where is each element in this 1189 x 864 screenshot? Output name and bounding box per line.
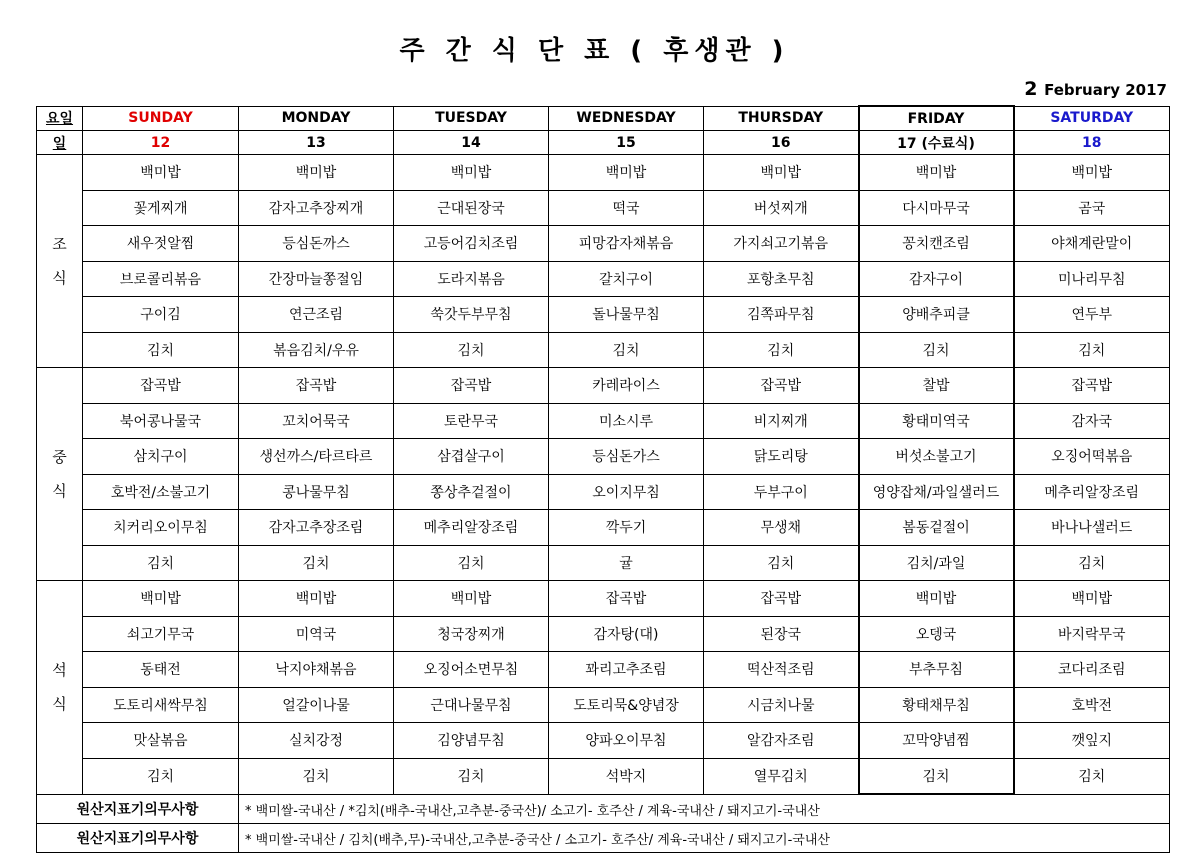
menu-item: 포항초무침 [704, 261, 859, 297]
menu-item: 깻잎지 [1014, 723, 1170, 759]
menu-item: 야채계란말이 [1014, 226, 1170, 262]
menu-item: 메추리알장조림 [394, 510, 549, 546]
menu-row [37, 403, 1170, 439]
date-monday: 13 [239, 131, 394, 155]
menu-item: 잡곡밥 [704, 368, 859, 404]
menu-row [37, 332, 1170, 368]
menu-item: 연두부 [1014, 297, 1170, 333]
menu-item: 열무김치 [704, 758, 859, 794]
menu-item: 떡국 [549, 190, 704, 226]
menu-item: 황태미역국 [859, 403, 1014, 439]
date-saturday: 18 [1014, 131, 1170, 155]
menu-item: 김치 [859, 332, 1014, 368]
menu-item: 김치 [83, 545, 239, 581]
menu-item: 김치 [394, 332, 549, 368]
menu-row [37, 616, 1170, 652]
menu-item: 꼬치어묵국 [239, 403, 394, 439]
menu-item: 부추무침 [859, 652, 1014, 688]
menu-item: 김치 [1014, 332, 1170, 368]
menu-item: 김쪽파무침 [704, 297, 859, 333]
date-month-year: February 2017 [1044, 81, 1167, 99]
menu-item: 김치 [1014, 545, 1170, 581]
day-name-wednesday: WEDNESDAY [549, 106, 704, 131]
menu-item: 갈치구이 [549, 261, 704, 297]
menu-item: 간장마늘쫑절임 [239, 261, 394, 297]
menu-item: 찰밥 [859, 368, 1014, 404]
menu-item: 백미밥 [549, 155, 704, 191]
menu-item: 삼겹살구이 [394, 439, 549, 475]
menu-item: 무생채 [704, 510, 859, 546]
meal-label-part: 식 [52, 482, 67, 500]
menu-item: 백미밥 [394, 155, 549, 191]
menu-item: 생선까스/타르타르 [239, 439, 394, 475]
menu-item: 잡곡밥 [704, 581, 859, 617]
menu-item: 시금치나물 [704, 687, 859, 723]
day-name-saturday: SATURDAY [1014, 106, 1170, 131]
menu-item: 된장국 [704, 616, 859, 652]
menu-item: 고등어김치조림 [394, 226, 549, 262]
menu-item: 김치/과일 [859, 545, 1014, 581]
meal-label-lunch [37, 368, 83, 581]
menu-item: 감자고추장찌개 [239, 190, 394, 226]
menu-item: 북어콩나물국 [83, 403, 239, 439]
meal-label-part: 조 [52, 235, 67, 253]
menu-item: 석박지 [549, 758, 704, 794]
menu-item: 쑥갓두부무침 [394, 297, 549, 333]
date-thursday: 16 [704, 131, 859, 155]
menu-item: 근대된장국 [394, 190, 549, 226]
menu-item: 김치 [394, 545, 549, 581]
menu-item: 치커리오이무침 [83, 510, 239, 546]
menu-item: 동태전 [83, 652, 239, 688]
menu-item: 감자국 [1014, 403, 1170, 439]
menu-item: 잡곡밥 [83, 368, 239, 404]
menu-item: 가지쇠고기볶음 [704, 226, 859, 262]
menu-item: 백미밥 [859, 581, 1014, 617]
menu-item: 청국장찌개 [394, 616, 549, 652]
menu-item: 김양념무침 [394, 723, 549, 759]
menu-item: 등심돈가스 [549, 439, 704, 475]
weekday-row [37, 106, 1170, 131]
menu-item: 잡곡밥 [239, 368, 394, 404]
menu-row [37, 226, 1170, 262]
menu-item: 토란무국 [394, 403, 549, 439]
meal-label-part: 중 [52, 448, 67, 466]
menu-item: 꽃게찌개 [83, 190, 239, 226]
menu-item: 볶음김치/우유 [239, 332, 394, 368]
menu-row [37, 190, 1170, 226]
menu-row [37, 687, 1170, 723]
menu-item: 쇠고기무국 [83, 616, 239, 652]
menu-item: 귤 [549, 545, 704, 581]
menu-item: 잡곡밥 [394, 368, 549, 404]
menu-row [37, 545, 1170, 581]
menu-item: 도토리묵&양념장 [549, 687, 704, 723]
menu-item: 꼬막양념찜 [859, 723, 1014, 759]
meal-label-part: 식 [52, 695, 67, 714]
menu-item: 감자구이 [859, 261, 1014, 297]
menu-item: 김치 [859, 758, 1014, 794]
day-name-friday: FRIDAY [859, 106, 1014, 131]
menu-item: 김치 [239, 545, 394, 581]
menu-item: 구이김 [83, 297, 239, 333]
menu-item: 콩나물무침 [239, 474, 394, 510]
menu-item: 쫑상추겉절이 [394, 474, 549, 510]
menu-item: 양파오이무침 [549, 723, 704, 759]
menu-row [37, 155, 1170, 191]
origin-note-text: * 백미쌀-국내산 / 김치(배추,무)-국내산,고추분-중국산 / 소고기- 호주산/ 계육-국내산 / 돼지고기-국내산 [239, 824, 1170, 853]
menu-item: 백미밥 [239, 155, 394, 191]
menu-item: 백미밥 [394, 581, 549, 617]
menu-item: 삼치구이 [83, 439, 239, 475]
menu-item: 새우젓알찜 [83, 226, 239, 262]
page-title: 주 간 식 단 표 ( 후생관 ) [399, 36, 790, 66]
menu-item: 호박전 [1014, 687, 1170, 723]
menu-row [37, 758, 1170, 794]
menu-row [37, 581, 1170, 617]
menu-item: 백미밥 [704, 155, 859, 191]
menu-item: 김치 [239, 758, 394, 794]
menu-item: 버섯찌개 [704, 190, 859, 226]
menu-item: 낙지야채볶음 [239, 652, 394, 688]
menu-item: 백미밥 [83, 581, 239, 617]
menu-item: 백미밥 [239, 581, 394, 617]
menu-item: 황태채무침 [859, 687, 1014, 723]
meal-label-dinner [37, 581, 83, 795]
menu-row [37, 474, 1170, 510]
menu-item: 얼갈이나물 [239, 687, 394, 723]
menu-item: 백미밥 [83, 155, 239, 191]
meal-label-breakfast [37, 155, 83, 368]
menu-item: 감자탕(대) [549, 616, 704, 652]
menu-item: 바나나샐러드 [1014, 510, 1170, 546]
menu-item: 감자고추장조림 [239, 510, 394, 546]
menu-item: 오징어떡볶음 [1014, 439, 1170, 475]
day-name-tuesday: TUESDAY [394, 106, 549, 131]
menu-item: 도토리새싹무침 [83, 687, 239, 723]
menu-row [37, 439, 1170, 475]
menu-item: 봄동겉절이 [859, 510, 1014, 546]
date-label [1024, 78, 1167, 100]
menu-item: 브로콜리볶음 [83, 261, 239, 297]
menu-item: 돌나물무침 [549, 297, 704, 333]
menu-item: 미나리무침 [1014, 261, 1170, 297]
menu-item: 김치 [704, 545, 859, 581]
menu-item: 피망감자채볶음 [549, 226, 704, 262]
origin-note-text: * 백미쌀-국내산 / *김치(배추-국내산,고추분-중국산)/ 소고기- 호주산 / 계육-국내산 / 돼지고기-국내산 [239, 794, 1170, 824]
menu-item: 도라지볶음 [394, 261, 549, 297]
menu-item: 꽁치캔조림 [859, 226, 1014, 262]
menu-item: 버섯소불고기 [859, 439, 1014, 475]
menu-item: 꽈리고추조림 [549, 652, 704, 688]
menu-row [37, 652, 1170, 688]
menu-item: 등심돈까스 [239, 226, 394, 262]
date-sunday: 12 [83, 131, 239, 155]
origin-note-label: 원산지표기의무사항 [37, 824, 239, 853]
menu-item: 두부구이 [704, 474, 859, 510]
menu-item: 잡곡밥 [1014, 368, 1170, 404]
date-tuesday: 14 [394, 131, 549, 155]
date-wednesday: 15 [549, 131, 704, 155]
menu-item: 메추리알장조림 [1014, 474, 1170, 510]
menu-item: 백미밥 [1014, 581, 1170, 617]
menu-item: 깍두기 [549, 510, 704, 546]
day-name-thursday: THURSDAY [704, 106, 859, 131]
menu-item: 미역국 [239, 616, 394, 652]
menu-item: 코다리조림 [1014, 652, 1170, 688]
date-friday: 17 (수료식) [859, 131, 1014, 155]
date-row [37, 131, 1170, 155]
date-day: 2 [1024, 78, 1038, 100]
menu-item: 곰국 [1014, 190, 1170, 226]
weekday-label: 요일 [37, 106, 83, 131]
menu-item: 연근조림 [239, 297, 394, 333]
menu-item: 알감자조림 [704, 723, 859, 759]
day-name-sunday: SUNDAY [83, 106, 239, 131]
menu-item: 김치 [549, 332, 704, 368]
menu-item: 백미밥 [859, 155, 1014, 191]
origin-note-label: 원산지표기의무사항 [37, 794, 239, 824]
menu-item: 실치강정 [239, 723, 394, 759]
day-name-monday: MONDAY [239, 106, 394, 131]
meal-label-part: 식 [52, 269, 67, 287]
menu-item: 닭도리탕 [704, 439, 859, 475]
menu-item: 다시마무국 [859, 190, 1014, 226]
menu-item: 오이지무침 [549, 474, 704, 510]
menu-item: 김치 [394, 758, 549, 794]
menu-item: 떡산적조림 [704, 652, 859, 688]
origin-note-row [37, 824, 1170, 853]
menu-item: 호박전/소불고기 [83, 474, 239, 510]
menu-item: 김치 [704, 332, 859, 368]
menu-item: 김치 [83, 332, 239, 368]
menu-table [36, 105, 1170, 853]
menu-item: 영양잡채/과일샐러드 [859, 474, 1014, 510]
menu-item: 근대나물무침 [394, 687, 549, 723]
menu-item: 김치 [83, 758, 239, 794]
menu-item: 김치 [1014, 758, 1170, 794]
menu-item: 바지락무국 [1014, 616, 1170, 652]
menu-item: 오징어소면무침 [394, 652, 549, 688]
menu-row [37, 723, 1170, 759]
menu-row [37, 368, 1170, 404]
menu-item: 미소시루 [549, 403, 704, 439]
meal-label-part: 석 [52, 661, 67, 680]
menu-item: 맛살볶음 [83, 723, 239, 759]
menu-row [37, 510, 1170, 546]
menu-row [37, 297, 1170, 333]
menu-item: 양배추피클 [859, 297, 1014, 333]
menu-item: 잡곡밥 [549, 581, 704, 617]
menu-item: 백미밥 [1014, 155, 1170, 191]
origin-note-row [37, 794, 1170, 824]
menu-row [37, 261, 1170, 297]
menu-item: 비지찌개 [704, 403, 859, 439]
date-label-cell: 일 [37, 131, 83, 155]
menu-item: 오뎅국 [859, 616, 1014, 652]
menu-item: 카레라이스 [549, 368, 704, 404]
